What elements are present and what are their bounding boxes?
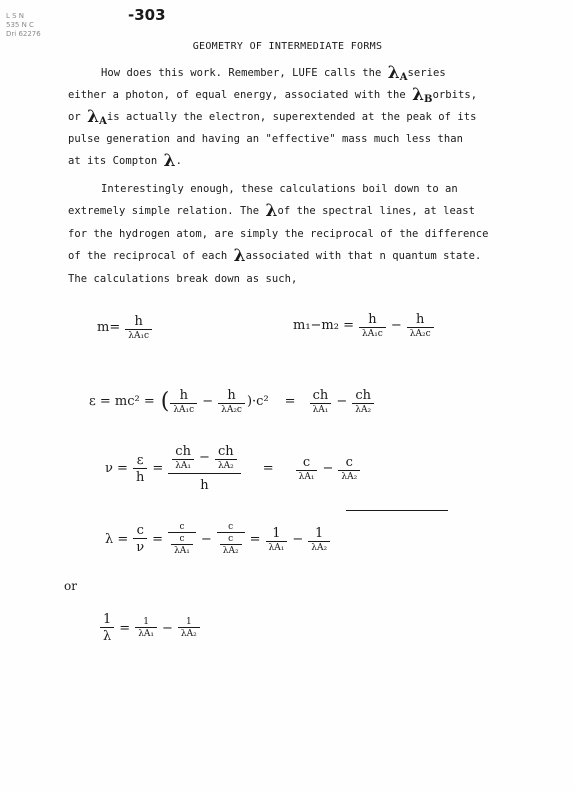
handwritten-overline — [346, 510, 448, 511]
operator: − — [200, 531, 212, 547]
fraction — [352, 388, 374, 415]
denominator: λA₁ — [135, 627, 157, 639]
denominator — [168, 532, 196, 556]
stamp-line: Dri 62276 — [6, 30, 41, 38]
denominator: λA₂c — [218, 403, 245, 415]
equation-mass-difference — [288, 312, 434, 339]
document-title: GEOMETRY OF INTERMEDIATE FORMS — [192, 41, 383, 52]
operator: = — [262, 461, 274, 476]
text-line: for the hydrogen atom, are simply the reciprocal of the difference — [68, 228, 489, 240]
operator: − — [202, 394, 214, 409]
numerator: ch — [218, 444, 234, 459]
equation-lhs: m= — [97, 320, 121, 335]
compound-fraction — [168, 444, 241, 493]
numerator: c — [179, 522, 185, 532]
numerator: ch — [175, 444, 191, 459]
numerator: 1 — [185, 617, 192, 627]
fraction — [296, 455, 318, 482]
denominator: λA₁c — [125, 329, 152, 341]
numerator: h — [179, 388, 188, 403]
operator: = — [152, 461, 164, 476]
denominator: λA₂ — [220, 544, 242, 556]
fraction — [266, 526, 288, 553]
or-label: or — [64, 579, 77, 593]
text-run: of the spectral lines, at least — [277, 205, 476, 217]
lambda-symbol: λ — [87, 107, 100, 127]
text-line — [101, 63, 446, 83]
numerator: c — [179, 534, 185, 544]
denominator: λA₁c — [359, 327, 386, 339]
fraction — [215, 444, 237, 471]
lambda-symbol: λ — [412, 85, 425, 105]
fraction — [171, 534, 193, 556]
numerator: c — [345, 455, 353, 470]
denominator: λ — [100, 627, 114, 644]
denominator: λA₂c — [407, 327, 434, 339]
numerator: c — [136, 523, 144, 538]
numerator: 1 — [103, 612, 112, 627]
denominator: λA₁ — [310, 403, 332, 415]
subscript: A — [399, 72, 408, 83]
denominator: λA₁ — [296, 470, 318, 482]
numerator: 1 — [315, 525, 324, 541]
subscript: A — [99, 116, 107, 127]
numerator: h — [227, 388, 236, 403]
denominator: λA₂ — [215, 459, 237, 471]
equation-lhs: λ = — [105, 531, 129, 547]
fraction — [407, 312, 434, 339]
subscript: B — [424, 94, 433, 105]
equation-lhs: ε = mc² = — [89, 394, 155, 409]
text-run: How does this work. Remember, LUFE calls the — [101, 67, 388, 79]
fraction — [168, 522, 196, 556]
fraction — [217, 522, 245, 556]
page-number: -303 — [128, 6, 166, 24]
fraction — [100, 612, 114, 644]
denominator: λA₁ — [171, 544, 193, 556]
text-run: . — [175, 155, 182, 167]
equation-frequency — [100, 444, 360, 493]
numerator: ch — [355, 388, 372, 403]
fraction — [308, 526, 330, 553]
denominator: ν — [133, 538, 147, 555]
text-run: or — [68, 111, 88, 123]
operator: = — [284, 394, 296, 409]
text-line — [68, 151, 182, 171]
equation-lhs: m₁−m₂ = — [293, 318, 354, 333]
denominator: λA₂ — [178, 627, 200, 639]
denominator: λA₁c — [170, 403, 197, 415]
numerator: c — [302, 455, 311, 470]
denominator: λA₂ — [308, 541, 330, 553]
fraction — [218, 388, 245, 415]
text-line — [68, 201, 476, 221]
fraction — [172, 444, 194, 471]
denominator — [217, 532, 245, 556]
denominator: h — [133, 468, 147, 485]
denominator: λA₂ — [352, 403, 374, 415]
operator: − — [336, 394, 348, 409]
operator: − — [390, 318, 402, 333]
equation-energy — [84, 388, 374, 415]
numerator: c — [228, 522, 234, 532]
denominator: λA₂ — [338, 470, 360, 482]
operator: − — [199, 450, 210, 465]
fraction — [338, 455, 360, 482]
fraction — [310, 388, 332, 415]
paren: )·c² — [246, 394, 269, 409]
text-line — [68, 246, 482, 266]
lambda-symbol: λ — [265, 201, 278, 221]
fraction — [135, 617, 157, 639]
operator: − — [162, 620, 173, 636]
operator: = — [119, 620, 131, 636]
fraction — [125, 314, 152, 341]
stamp-line: L S N — [6, 12, 25, 20]
numerator: h — [416, 312, 425, 327]
numerator: 1 — [272, 525, 281, 541]
fraction — [178, 617, 200, 639]
fraction — [133, 523, 147, 555]
operator: − — [292, 531, 304, 547]
text-run: is actually the electron, superextended at the peak of its — [106, 111, 477, 123]
paren: ( — [160, 389, 170, 414]
fraction — [359, 312, 386, 339]
numerator: h — [368, 312, 377, 327]
text-run: orbits, — [432, 89, 478, 101]
numerator: ch — [312, 388, 329, 403]
compound-numerator — [168, 444, 241, 473]
text-run: extremely simple relation. The — [68, 205, 266, 217]
operator: = — [152, 531, 164, 547]
numerator: ε — [136, 452, 144, 468]
numerator: c — [228, 534, 234, 544]
equation-lhs: ν = — [105, 461, 128, 476]
text-line — [68, 107, 477, 127]
text-run: series — [407, 67, 446, 79]
lambda-symbol: λ — [163, 151, 176, 171]
fraction — [170, 388, 197, 415]
text-run: either a photon, of equal energy, associated with the — [68, 89, 413, 101]
compound-denominator: h — [168, 473, 241, 493]
fraction — [133, 453, 147, 485]
operator: − — [322, 461, 334, 476]
denominator: λA₁ — [266, 541, 288, 553]
text-run: of the reciprocal of each — [68, 250, 234, 262]
numerator: h — [134, 314, 143, 329]
lambda-symbol: λ — [233, 246, 246, 266]
operator: = — [249, 531, 261, 547]
text-line: The calculations break down as such, — [68, 273, 298, 285]
equation-mass — [92, 314, 152, 341]
lambda-symbol: λ — [387, 63, 400, 83]
stamp-line: 535 N C — [6, 21, 34, 29]
text-run: associated with that n quantum state. — [245, 250, 482, 262]
text-line — [68, 85, 478, 105]
equation-wavelength — [100, 522, 330, 556]
text-line: Interestingly enough, these calculations boil down to an — [101, 183, 458, 195]
text-run: at its Compton — [68, 155, 164, 167]
text-line: pulse generation and having an "effective" mass much less than — [68, 133, 464, 145]
equation-reciprocal-wavelength — [100, 612, 200, 644]
numerator: 1 — [143, 617, 149, 627]
denominator: λA₁ — [172, 459, 194, 471]
fraction — [220, 534, 242, 556]
